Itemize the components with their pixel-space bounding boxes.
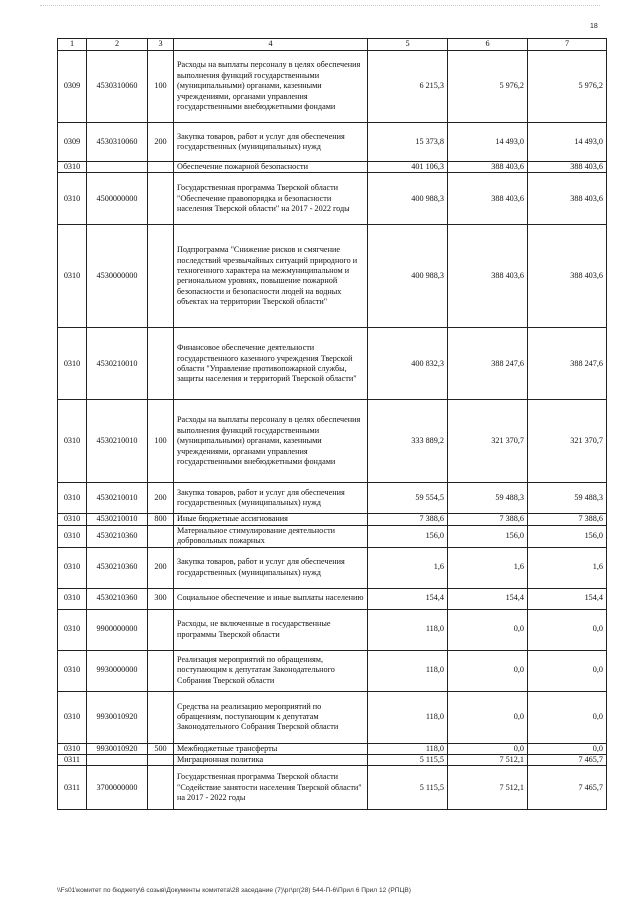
table-row [58, 514, 607, 525]
section-code: 0310 [58, 483, 87, 514]
amount-col5: 5 115,5 [368, 755, 448, 766]
target-code: 4530310060 [87, 123, 148, 162]
section-code: 0310 [58, 547, 87, 588]
description: Реализация мероприятий по обращениям, поступающим к депутатам Законодательного Собрания Тверской области [174, 650, 368, 691]
amount-col6: 321 370,7 [448, 400, 528, 483]
target-code: 4530310060 [87, 51, 148, 123]
table-row [58, 547, 607, 588]
section-code: 0310 [58, 173, 87, 225]
section-code: 0310 [58, 691, 87, 743]
amount-col5: 400 832,3 [368, 328, 448, 400]
target-code: 4530210360 [87, 547, 148, 588]
target-code: 3700000000 [87, 766, 148, 810]
description: Межбюджетные трансферты [174, 743, 368, 754]
table-row [58, 51, 607, 123]
target-code: 9930010920 [87, 743, 148, 754]
description: Подпрограмма "Снижение рисков и смягчение последствий чрезвычайных ситуаций природного и техногенного характера на межмуниципальном и региональном уровнях, повышение пожарной безопасности и безопасности людей на водных объектах на территории Тверской области" [174, 225, 368, 328]
expense-type: 800 [148, 514, 174, 525]
description: Материальное стимулирование деятельности добровольных пожарных [174, 525, 368, 547]
table-row [58, 609, 607, 650]
amount-col6: 388 403,6 [448, 162, 528, 173]
description: Иные бюджетные ассигнования [174, 514, 368, 525]
amount-col6: 154,4 [448, 588, 528, 609]
amount-col7: 0,0 [528, 743, 607, 754]
description: Государственная программа Тверской области "Обеспечение правопорядка и безопасности населения Тверской области" на 2017 - 2022 годы [174, 173, 368, 225]
target-code: 4530000000 [87, 225, 148, 328]
table-row [58, 328, 607, 400]
section-code: 0311 [58, 755, 87, 766]
target-code: 9900000000 [87, 609, 148, 650]
description: Расходы на выплаты персоналу в целях обеспечения выполнения функций государственными (муниципальными) органами, казенными учреждениями, органами управления государственными внебюджетными фондами [174, 400, 368, 483]
description: Расходы, не включенные в государственные программы Тверской области [174, 609, 368, 650]
header-cell: 4 [174, 39, 368, 51]
amount-col7: 0,0 [528, 650, 607, 691]
amount-col7: 7 465,7 [528, 766, 607, 810]
page-number: 18 [590, 23, 598, 30]
section-code: 0310 [58, 162, 87, 173]
scan-edge-noise [40, 5, 600, 7]
amount-col5: 333 889,2 [368, 400, 448, 483]
target-code: 4530210360 [87, 525, 148, 547]
target-code: 4530210360 [87, 588, 148, 609]
section-code: 0310 [58, 328, 87, 400]
section-code: 0310 [58, 588, 87, 609]
expense-type: 100 [148, 51, 174, 123]
target-code [87, 755, 148, 766]
section-code: 0309 [58, 123, 87, 162]
table-row [58, 691, 607, 743]
amount-col6: 388 403,6 [448, 225, 528, 328]
table-row [58, 400, 607, 483]
target-code: 4530210010 [87, 483, 148, 514]
amount-col6: 0,0 [448, 609, 528, 650]
table-row [58, 123, 607, 162]
amount-col5: 400 988,3 [368, 173, 448, 225]
amount-col7: 7 465,7 [528, 755, 607, 766]
description: Закупка товаров, работ и услуг для обеспечения государственных (муниципальных) нужд [174, 547, 368, 588]
amount-col7: 0,0 [528, 691, 607, 743]
section-code: 0310 [58, 609, 87, 650]
expense-type [148, 328, 174, 400]
amount-col6: 7 512,1 [448, 755, 528, 766]
section-code: 0310 [58, 514, 87, 525]
amount-col7: 0,0 [528, 609, 607, 650]
amount-col5: 5 115,5 [368, 766, 448, 810]
expense-type [148, 650, 174, 691]
amount-col7: 59 488,3 [528, 483, 607, 514]
expense-type: 300 [148, 588, 174, 609]
header-cell: 5 [368, 39, 448, 51]
table-row [58, 525, 607, 547]
section-code: 0311 [58, 766, 87, 810]
header-cell: 3 [148, 39, 174, 51]
section-code: 0310 [58, 225, 87, 328]
target-code: 4530210010 [87, 400, 148, 483]
table-row [58, 173, 607, 225]
table-row [58, 766, 607, 810]
amount-col7: 14 493,0 [528, 123, 607, 162]
amount-col5: 59 554,5 [368, 483, 448, 514]
description: Государственная программа Тверской области "Содействие занятости населения Тверской области" на 2017 - 2022 годы [174, 766, 368, 810]
table-row [58, 483, 607, 514]
amount-col6: 1,6 [448, 547, 528, 588]
description: Средства на реализацию мероприятий по обращениям, поступающим к депутатам Законодательного Собрания Тверской области [174, 691, 368, 743]
expense-type: 200 [148, 483, 174, 514]
amount-col6: 0,0 [448, 691, 528, 743]
amount-col5: 118,0 [368, 691, 448, 743]
target-code: 4530210010 [87, 328, 148, 400]
target-code: 4530210010 [87, 514, 148, 525]
header-cell: 7 [528, 39, 607, 51]
amount-col5: 1,6 [368, 547, 448, 588]
table-header-row [58, 39, 607, 51]
table-row [58, 743, 607, 754]
amount-col6: 388 247,6 [448, 328, 528, 400]
section-code: 0310 [58, 743, 87, 754]
amount-col6: 0,0 [448, 743, 528, 754]
expense-type [148, 691, 174, 743]
expense-type [148, 173, 174, 225]
expense-type: 200 [148, 547, 174, 588]
expense-type: 100 [148, 400, 174, 483]
table-row [58, 588, 607, 609]
description: Обеспечение пожарной безопасности [174, 162, 368, 173]
expense-type [148, 755, 174, 766]
header-cell: 1 [58, 39, 87, 51]
section-code: 0310 [58, 525, 87, 547]
amount-col5: 118,0 [368, 609, 448, 650]
table-row [58, 162, 607, 173]
section-code: 0310 [58, 400, 87, 483]
section-code: 0309 [58, 51, 87, 123]
target-code: 4500000000 [87, 173, 148, 225]
description: Миграционная политика [174, 755, 368, 766]
amount-col7: 5 976,2 [528, 51, 607, 123]
amount-col6: 59 488,3 [448, 483, 528, 514]
amount-col5: 400 988,3 [368, 225, 448, 328]
expense-type [148, 609, 174, 650]
expense-type [148, 225, 174, 328]
amount-col7: 154,4 [528, 588, 607, 609]
amount-col5: 118,0 [368, 650, 448, 691]
description: Закупка товаров, работ и услуг для обеспечения государственных (муниципальных) нужд [174, 123, 368, 162]
amount-col7: 388 403,6 [528, 173, 607, 225]
description: Расходы на выплаты персоналу в целях обеспечения выполнения функций государственными (муниципальными) органами, казенными учреждениями, органами управления государственными внебюджетными фондами [174, 51, 368, 123]
amount-col5: 15 373,8 [368, 123, 448, 162]
expense-type: 200 [148, 123, 174, 162]
amount-col5: 401 106,3 [368, 162, 448, 173]
amount-col6: 14 493,0 [448, 123, 528, 162]
description: Социальное обеспечение и иные выплаты населению [174, 588, 368, 609]
amount-col5: 6 215,3 [368, 51, 448, 123]
amount-col7: 388 247,6 [528, 328, 607, 400]
amount-col7: 156,0 [528, 525, 607, 547]
expense-type: 500 [148, 743, 174, 754]
expense-type [148, 525, 174, 547]
header-cell: 2 [87, 39, 148, 51]
footer-file-path: \\Fs01\комитет по бюджету\6 созыв\Документы комитета\28 заседание (7)\рг\рг(28) 544-П-6\Прил 6 Прил 12 (РПЦВ) [57, 887, 411, 894]
amount-col5: 154,4 [368, 588, 448, 609]
budget-table [57, 38, 607, 810]
amount-col7: 388 403,6 [528, 225, 607, 328]
amount-col7: 7 388,6 [528, 514, 607, 525]
amount-col6: 7 388,6 [448, 514, 528, 525]
amount-col5: 7 388,6 [368, 514, 448, 525]
description: Финансовое обеспечение деятельности государственного казенного учреждения Тверской области "Управление противопожарной службы, защиты населения и территорий Тверской области" [174, 328, 368, 400]
amount-col6: 7 512,1 [448, 766, 528, 810]
amount-col5: 118,0 [368, 743, 448, 754]
expense-type [148, 162, 174, 173]
amount-col7: 1,6 [528, 547, 607, 588]
amount-col7: 388 403,6 [528, 162, 607, 173]
table-row [58, 225, 607, 328]
amount-col6: 0,0 [448, 650, 528, 691]
target-code: 9930000000 [87, 650, 148, 691]
table-row [58, 755, 607, 766]
amount-col7: 321 370,7 [528, 400, 607, 483]
target-code: 9930010920 [87, 691, 148, 743]
description: Закупка товаров, работ и услуг для обеспечения государственных (муниципальных) нужд [174, 483, 368, 514]
table-row [58, 650, 607, 691]
target-code [87, 162, 148, 173]
amount-col6: 5 976,2 [448, 51, 528, 123]
expense-type [148, 766, 174, 810]
header-cell: 6 [448, 39, 528, 51]
amount-col5: 156,0 [368, 525, 448, 547]
section-code: 0310 [58, 650, 87, 691]
amount-col6: 388 403,6 [448, 173, 528, 225]
amount-col6: 156,0 [448, 525, 528, 547]
